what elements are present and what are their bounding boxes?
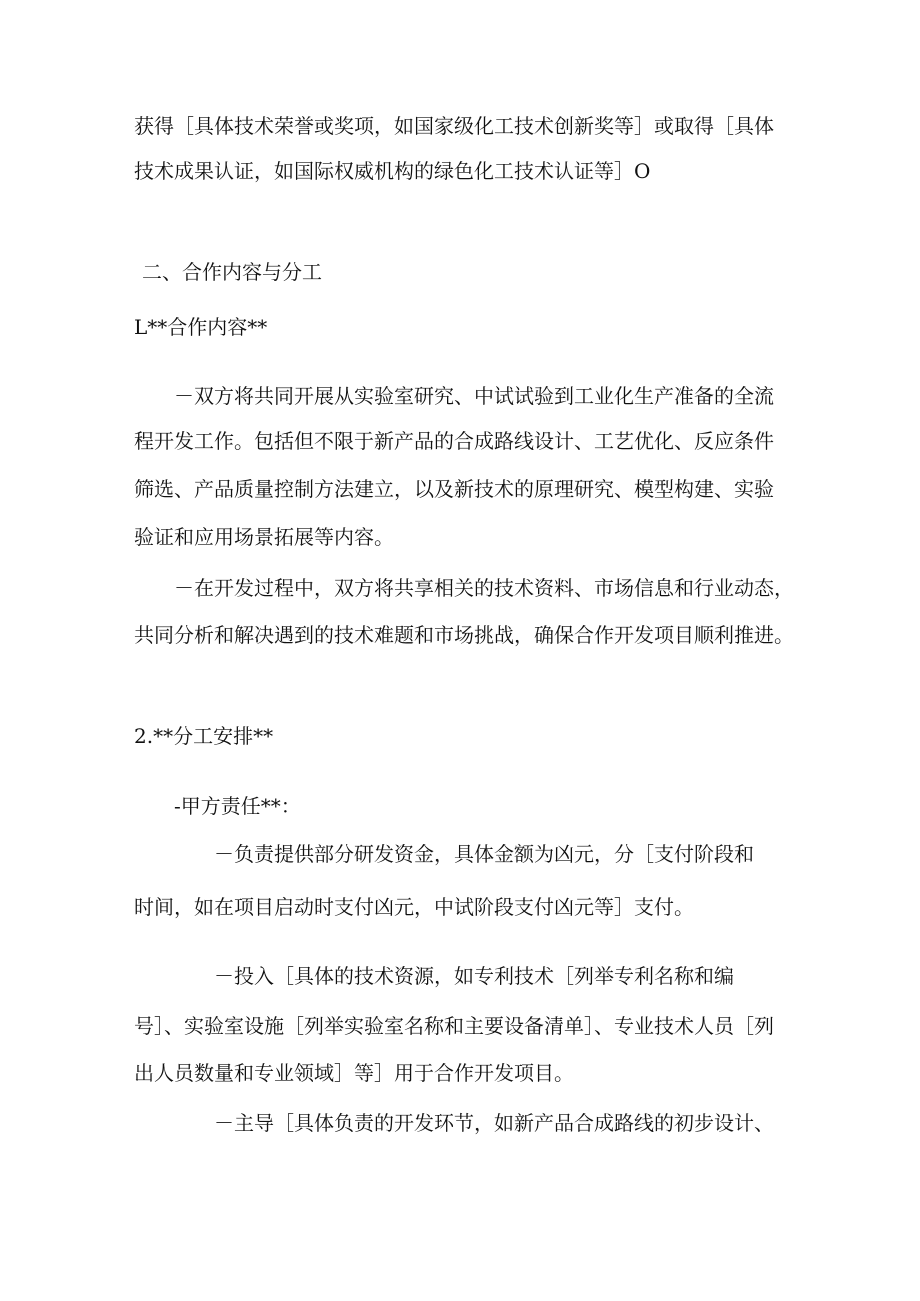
section-heading: 二、合作内容与分工 [142, 260, 322, 284]
paragraph-line-12: 号］、实验室设施［列举实验室名称和主要设备清单］、专业技术人员［列 [134, 1014, 774, 1038]
paragraph-line-13: 出人员数量和专业领域］等］用于合作开发项目。 [134, 1061, 574, 1085]
paragraph-line-5: 筛选、产品质量控制方法建立，以及新技术的原理研究、模型构建、实验 [134, 477, 774, 501]
paragraph-line-11: －投入［具体的技术资源，如专利技术［列举专利名称和编 [214, 964, 734, 988]
paragraph-line-14: －主导［具体负责的开发环节，如新产品合成路线的初步设计、 [214, 1111, 774, 1135]
paragraph-line-8: 共同分析和解决遇到的技术难题和市场挑战，确保合作开发项目顺利推进。 [134, 623, 794, 647]
paragraph-line-6: 验证和应用场景拓展等内容。 [134, 525, 394, 549]
paragraph-line-7: －在开发过程中，双方将共享相关的技术资料、市场信息和行业动态， [174, 576, 794, 600]
subsection-heading-division: 2.**分工安排** [134, 724, 274, 748]
paragraph-line-9: －负责提供部分研发资金，具体金额为凶元，分［支付阶段和 [214, 842, 754, 866]
paragraph-line-4: 程开发工作。包括但不限于新产品的合成路线设计、工艺优化、反应条件 [134, 429, 774, 453]
paragraph-line-1: 获得［具体技术荣誉或奖项，如国家级化工技术创新奖等］或取得［具体 [134, 114, 774, 138]
paragraph-line-2: 技术成果认证，如国际权威机构的绿色化工技术认证等］O [134, 159, 651, 183]
party-a-heading: -甲方责任**： [174, 794, 301, 818]
subsection-heading-content: L**合作内容** [134, 315, 268, 339]
paragraph-line-3: －双方将共同开展从实验室研究、中试试验到工业化生产准备的全流 [174, 384, 774, 408]
paragraph-line-10: 时间，如在项目启动时支付凶元，中试阶段支付凶元等］支付。 [134, 895, 694, 919]
